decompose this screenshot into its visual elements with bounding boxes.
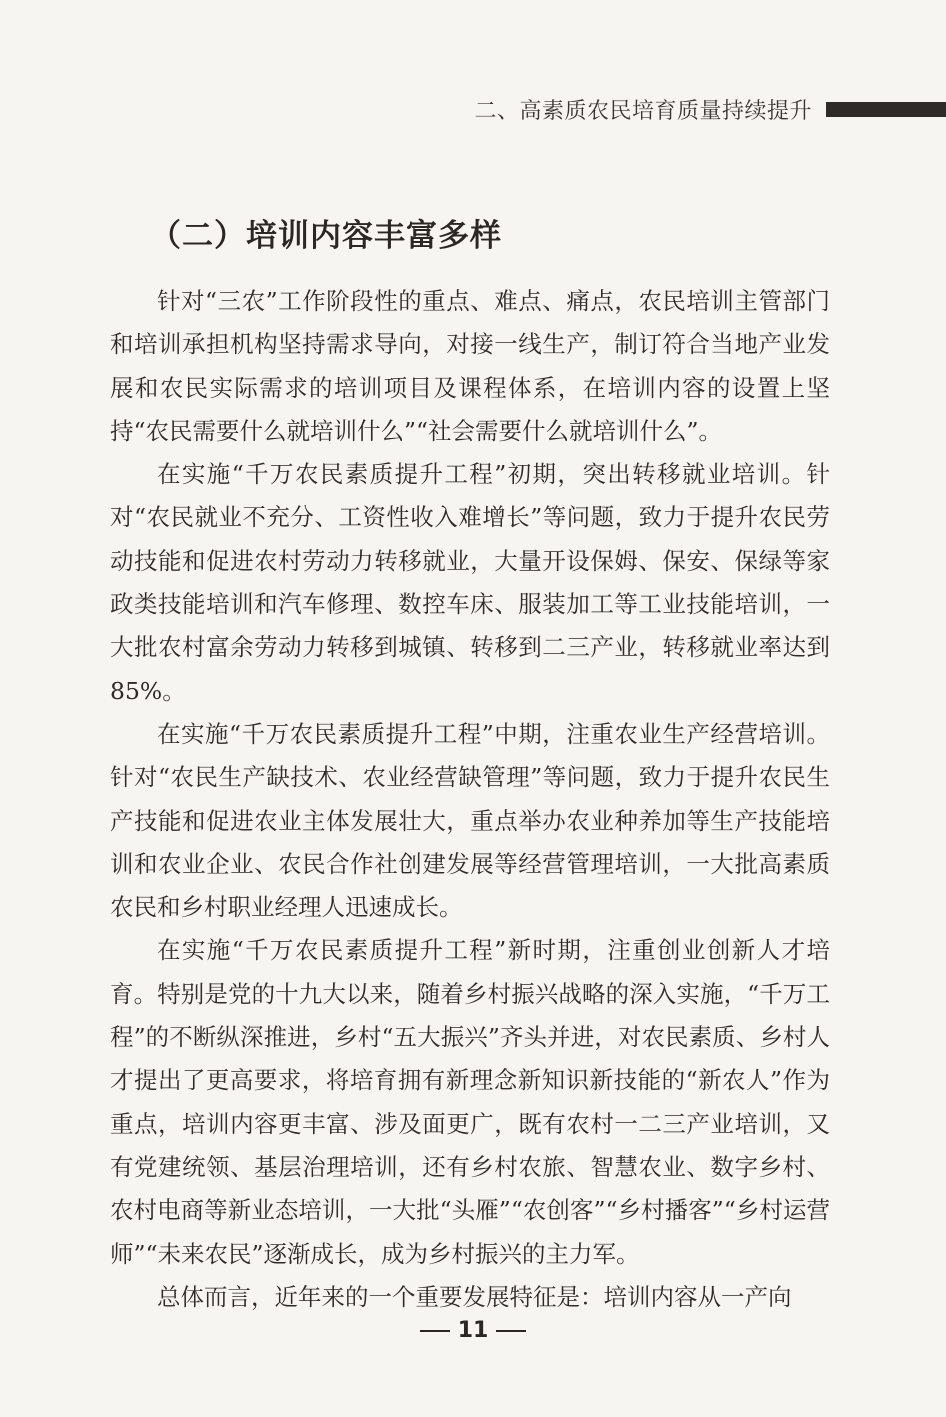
paragraph: 总体而言，近年来的一个重要发展特征是：培训内容从一产向 xyxy=(157,1282,792,1311)
paragraph: 在实施“千万农民素质提升工程”新时期，注重创业创新人才培育。特别是党的十九大以来，随着乡村振兴战略的深入实施，“千万工程”的不断纵深推进，乡村“五大振兴”齐头并进，对农民素质、乡村人才提出了更高要求，将培育拥有新理念新知识新技能的“新农人”作为重点，培训内容更丰富、涉及面更广，既有农村一二三产业培训，又有党建统领、基层治理培训，还有乡村农旅、智慧农业、数字乡村、农村电商等新业态培训，一大批“头雁”“农创客”“乡村播客”“乡村运营师”“未来农民”逐渐成长，成为乡村振兴的主力军。 xyxy=(110,936,830,1268)
page-number-footer xyxy=(0,1318,946,1343)
page-number: 11 xyxy=(457,1318,489,1343)
paragraph: 针对“三农”工作阶段性的重点、难点、痛点，农民培训主管部门和培训承担机构坚持需求导向，对接一线生产，制订符合当地产业发展和农民实际需求的培训项目及课程体系，在培训内容的设置上坚持“农民需要什么就培训什么”“社会需要什么就培训什么”。 xyxy=(110,287,830,445)
body-text xyxy=(110,280,830,1319)
page-number-dash-right xyxy=(496,1330,526,1332)
running-header xyxy=(474,92,946,126)
paragraph: 在实施“千万农民素质提升工程”中期，注重农业生产经营培训。针对“农民生产缺技术、农业经营缺管理”等问题，致力于提升农民生产技能和促进农业主体发展壮大，重点举办农业种养加等生产技能培训和农业企业、农民合作社创建发展等经营管理培训，一大批高素质农民和乡村职业经理人迅速成长。 xyxy=(110,719,830,922)
running-header-title: 二、高素质农民培育质量持续提升 xyxy=(474,98,812,124)
paragraph: 在实施“千万农民素质提升工程”初期，突出转移就业培训。针对“农民就业不充分、工资性收入难增长”等问题，致力于提升农民劳动技能和促进农村劳动力转移就业，大量开设保姆、保安、保绿等家政类技能培训和汽车修理、数控车床、服装加工等工业技能培训，一大批农村富余劳动力转移到城镇、转移到二三产业，转移就业率达到85%。 xyxy=(110,460,830,705)
section-title: （二）培训内容丰富多样 xyxy=(150,218,502,254)
page-number-dash-left xyxy=(420,1330,450,1332)
header-decorative-bar xyxy=(826,102,946,117)
